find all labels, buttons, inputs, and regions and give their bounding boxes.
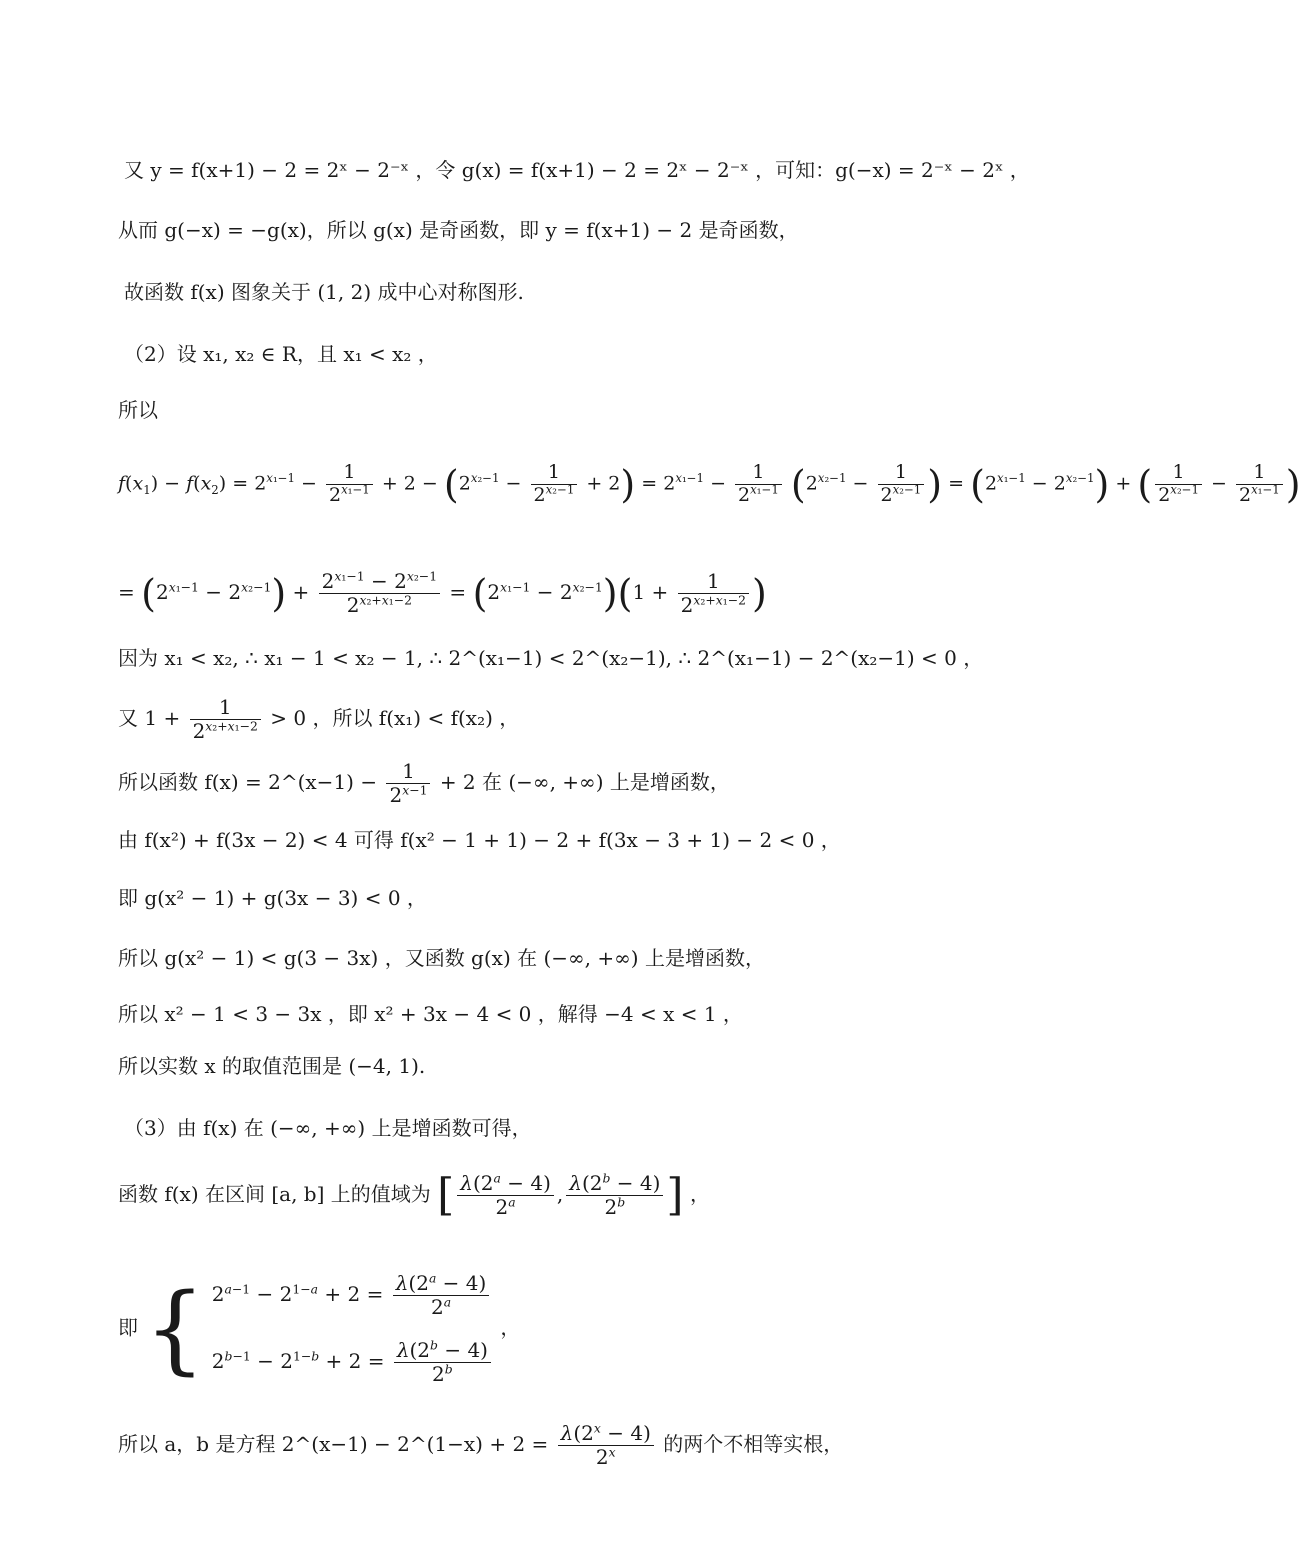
line-text: 所以 a，b 是方程 2^(x−1) − 2^(1−x) + 2 =: [118, 1432, 549, 1456]
line-text: + 2 在 (−∞, +∞) 上是增函数，: [439, 770, 730, 794]
line-text: 又 y = f(x+1) − 2 = 2ˣ − 2⁻ˣ ，令 g(x) = f(x+1) − 2 = 2ˣ − 2⁻ˣ ，可知：g(−x) = 2⁻ˣ − 2ˣ ，: [124, 158, 1030, 182]
fraction: $\frac{2^{x_1-1} - 2^{x_2-1}}{2^{x_2+x_1-2}}$: [319, 570, 440, 617]
line-text: 从而 g(−x) = −g(x)，所以 g(x) 是奇函数，即 y = f(x+1) − 2 是奇函数，: [118, 218, 799, 242]
line-text: 所以函数 f(x) = 2^(x−1) −: [118, 770, 378, 794]
fraction: $\frac{1}{2^{x_2-1}}$: [531, 462, 578, 507]
line-value-range: 函数 f(x) 在区间 [a, b] 上的值域为 [ $\frac{\lambda(2^a - 4)}{2^a}$ , $\frac{\lambda(2^b - 4)}{2^b}$ ] ，: [118, 1169, 710, 1221]
line-text: 所以 x² − 1 < 3 − 3x ，即 x² + 3x − 4 < 0 ，解得 −4 < x < 1 ，: [118, 1002, 743, 1026]
line-text: 因为 x₁ < x₂, ∴ x₁ − 1 < x₂ − 1, ∴ 2^(x₁−1) < 2^(x₂−1), ∴ 2^(x₁−1) − 2^(x₂−1) < 0 ，: [118, 646, 984, 670]
line-odd-function: [118, 218, 799, 242]
equation-difference: $f(x_1) - f(x_2) = 2^{x_1-1}$ − $\frac{1}{2^{x_1-1}}$ + $2 - (2^{x_2-1}$ − $\frac{1}{2^{x_2-1}}$ + $2) = 2^{x_1-1}$ − $\frac{1}{2^{x_1-1}}$ ($2^{x_2-1}$ − $\frac{1}{2^{x_2-1}}$ ) = $(2^{x_1-1} - 2^{x_2-1})$ + ( $\frac{1}{2^{x_2-1}}$ − $\frac{1}{2^{x_1-1}}$ ): [118, 461, 1301, 507]
line-quadratic: [118, 1002, 743, 1026]
line-text: 所以 g(x² − 1) < g(3 − 3x) ，又函数 g(x) 在 (−∞, +∞) 上是增函数，: [118, 946, 765, 970]
line-positive-factor: 又 1 + $\frac{1}{2^{x_2+x_1-2}}$ > 0 ，所以 f(x₁) < f(x₂) ，: [118, 695, 520, 743]
line-range: [118, 1054, 425, 1078]
line-because: [118, 646, 983, 670]
fraction: $\frac{\lambda(2^x - 4)}{2^x}$: [558, 1422, 654, 1469]
line-therefore: [118, 398, 158, 422]
fraction: $\frac{\lambda(2^b - 4)}{2^b}$: [566, 1172, 663, 1219]
line-text: 即: [118, 1315, 138, 1340]
line-part3-setup: [124, 1116, 532, 1140]
line-g-compare: [118, 946, 765, 970]
line-g-sum: [118, 886, 427, 910]
line-text: 的两个不相等实根，: [663, 1432, 844, 1456]
line-text: 所以实数 x 的取值范围是 (−4, 1).: [118, 1054, 426, 1078]
line-text: 故函数 f(x) 图象关于 (1, 2) 成中心对称图形.: [124, 280, 524, 304]
line-increasing: [118, 760, 730, 807]
fraction: $\frac{1}{2^{x-1}}$: [386, 760, 430, 807]
fraction: $\frac{\lambda(2^a - 4)}{2^a}$: [457, 1172, 554, 1219]
fraction: $\frac{1}{2^{x_1-1}}$: [735, 462, 782, 507]
line-text: > 0 ，所以 f(x₁) < f(x₂) ，: [270, 706, 520, 730]
line-text: 函数 f(x) 在区间 [a, b] 上的值域为: [118, 1182, 431, 1206]
fraction: $\frac{1}{2^{x_1-1}}$: [1236, 462, 1283, 507]
line-text: （2）设 x₁, x₂ ∈ R，且 x₁ < x₂ ，: [124, 342, 438, 366]
equation-factored: = $(2^{x_1-1} - 2^{x_2-1})$ + $\frac{2^{x_1-1} - 2^{x_2-1}}{2^{x_2+x_1-2}}$ = $(2^{x_1-1} - 2^{x_2-1})(1$ + $\frac{1}{2^{x_2+x_1-2}}$ ): [118, 568, 767, 617]
line-text: 即 g(x² − 1) + g(3x − 3) < 0 ，: [118, 886, 427, 910]
fraction: $\frac{1}{2^{x_2+x_1-2}}$: [190, 696, 261, 743]
fraction: $\frac{\lambda(2^a - 4)}{2^a}$: [393, 1272, 490, 1319]
fraction: $\frac{1}{2^{x_1-1}}$: [326, 462, 373, 507]
line-part2-setup: [124, 342, 438, 366]
fraction: $\frac{1}{2^{x_2+x_1-2}}$: [678, 570, 749, 617]
line-text: 所以: [118, 398, 158, 422]
line-text: 由 f(x²) + f(3x − 2) < 4 可得 f(x² − 1 + 1) − 2 + f(3x − 3 + 1) − 2 < 0 ，: [118, 828, 841, 852]
line-roots: [118, 1422, 843, 1469]
fraction: $\frac{1}{2^{x_2-1}}$: [1155, 462, 1202, 507]
line-gx-definition: [124, 158, 1030, 182]
system-equation-b: $2^{b-1} - 2^{1-b} + 2$ = $\frac{\lambda(2^b - 4)}{2^b}$: [212, 1329, 494, 1396]
equation-system: 即 { $2^{a-1} - 2^{1-a} + 2$ = $\frac{\lambda(2^a - 4)}{2^a}$ $2^{b-1} - 2^{1-b} + 2$ = $\frac{\lambda(2^b - 4)}{2^b}$ ，: [118, 1262, 520, 1396]
system-equation-a: $2^{a-1} - 2^{1-a} + 2$ = $\frac{\lambda(2^a - 4)}{2^a}$: [212, 1262, 494, 1329]
line-inequality: [118, 828, 841, 852]
line-text: （3）由 f(x) 在 (−∞, +∞) 上是增函数可得，: [124, 1116, 532, 1140]
line-symmetry-conclusion: [124, 280, 524, 304]
fraction: $\frac{\lambda(2^b - 4)}{2^b}$: [394, 1339, 491, 1386]
fraction: $\frac{1}{2^{x_2-1}}$: [878, 462, 925, 507]
